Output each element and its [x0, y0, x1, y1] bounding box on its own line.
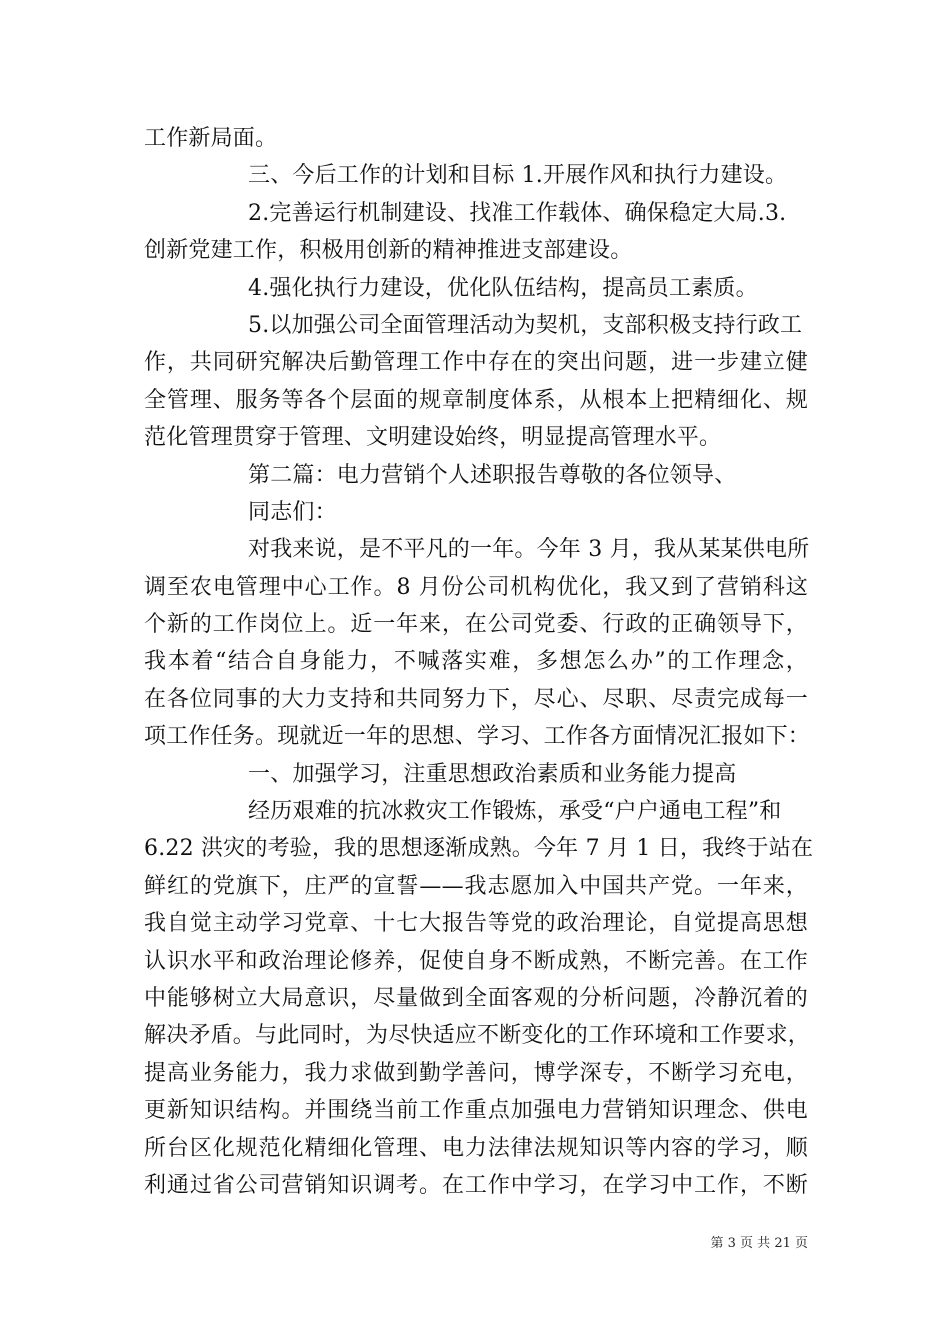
text-line: 三、今后工作的计划和目标 1.开展作风和执行力建设。 — [248, 163, 788, 189]
text-line: 2.完善运行机制建设、找准工作载体、确保稳定大局.3. — [248, 200, 787, 226]
text-line: 6.22 洪灾的考验，我的思想逐渐成熟。今年 7 月 1 日，我终于站在 — [144, 836, 814, 862]
text-line: 对我来说，是不平凡的一年。今年 3 月，我从某某供电所 — [248, 537, 810, 563]
text-line: 项工作任务。现就近一年的思想、学习、工作各方面情况汇报如下： — [144, 724, 811, 750]
text-line: 个新的工作岗位上。近一年来，在公司党委、行政的正确领导下， — [144, 612, 808, 638]
text-line: 利通过省公司营销知识调考。在工作中学习，在学习中工作，不断 — [144, 1172, 808, 1198]
text-line: 解决矛盾。与此同时，为尽快适应不断变化的工作环境和工作要求， — [144, 1023, 811, 1049]
text-line: 所台区化规范化精细化管理、电力法律法规知识等内容的学习，顺 — [144, 1135, 808, 1161]
text-line: 同志们： — [248, 499, 337, 525]
text-line: 更新知识结构。并围绕当前工作重点加强电力营销知识理念、供电 — [144, 1098, 808, 1124]
text-line: 范化管理贯穿于管理、文明建设始终，明显提高管理水平。 — [144, 425, 722, 451]
page-number: 第 3 页 共 21 页 — [710, 1236, 808, 1251]
text-line: 创新党建工作，积极用创新的精神推进支部建设。 — [144, 238, 633, 264]
text-line: 中能够树立大局意识，尽量做到全面客观的分析问题，冷静沉着的 — [144, 985, 808, 1011]
text-line: 第二篇：电力营销个人述职报告尊敬的各位领导、 — [248, 462, 737, 488]
text-line: 我自觉主动学习党章、十七大报告等党的政治理论，自觉提高思想 — [144, 911, 808, 937]
text-line: 工作新局面。 — [144, 126, 278, 151]
text-line: 鲜红的党旗下，庄严的宣誓——我志愿加入中国共产党。一年来， — [144, 873, 808, 899]
text-line: 在各位同事的大力支持和共同努力下，尽心、尽职、尽责完成每一 — [144, 686, 808, 712]
text-line: 调至农电管理中心工作。8 月份公司机构优化，我又到了营销科这 — [144, 574, 808, 600]
text-line: 作，共同研究解决后勤管理工作中存在的突出问题，进一步建立健 — [144, 350, 808, 376]
text-line: 一、加强学习，注重思想政治素质和业务能力提高 — [248, 761, 737, 787]
text-line: 经历艰难的抗冰救灾工作锻炼，承受“户户通电工程”和 — [248, 799, 782, 825]
text-line: 4.强化执行力建设，优化队伍结构，提高员工素质。 — [248, 275, 758, 301]
text-line: 我本着“结合自身能力，不喊落实难，多想怎么办”的工作理念， — [144, 649, 808, 675]
document-body — [144, 120, 814, 1204]
text-line: 提高业务能力，我力求做到勤学善问，博学深专，不断学习充电， — [144, 1060, 808, 1086]
text-line: 认识水平和政治理论修养，促使自身不断成熟，不断完善。在工作 — [144, 948, 808, 974]
text-line: 全管理、服务等各个层面的规章制度体系，从根本上把精细化、规 — [144, 387, 808, 413]
text-line: 5.以加强公司全面管理活动为契机，支部积极支持行政工 — [248, 312, 803, 338]
